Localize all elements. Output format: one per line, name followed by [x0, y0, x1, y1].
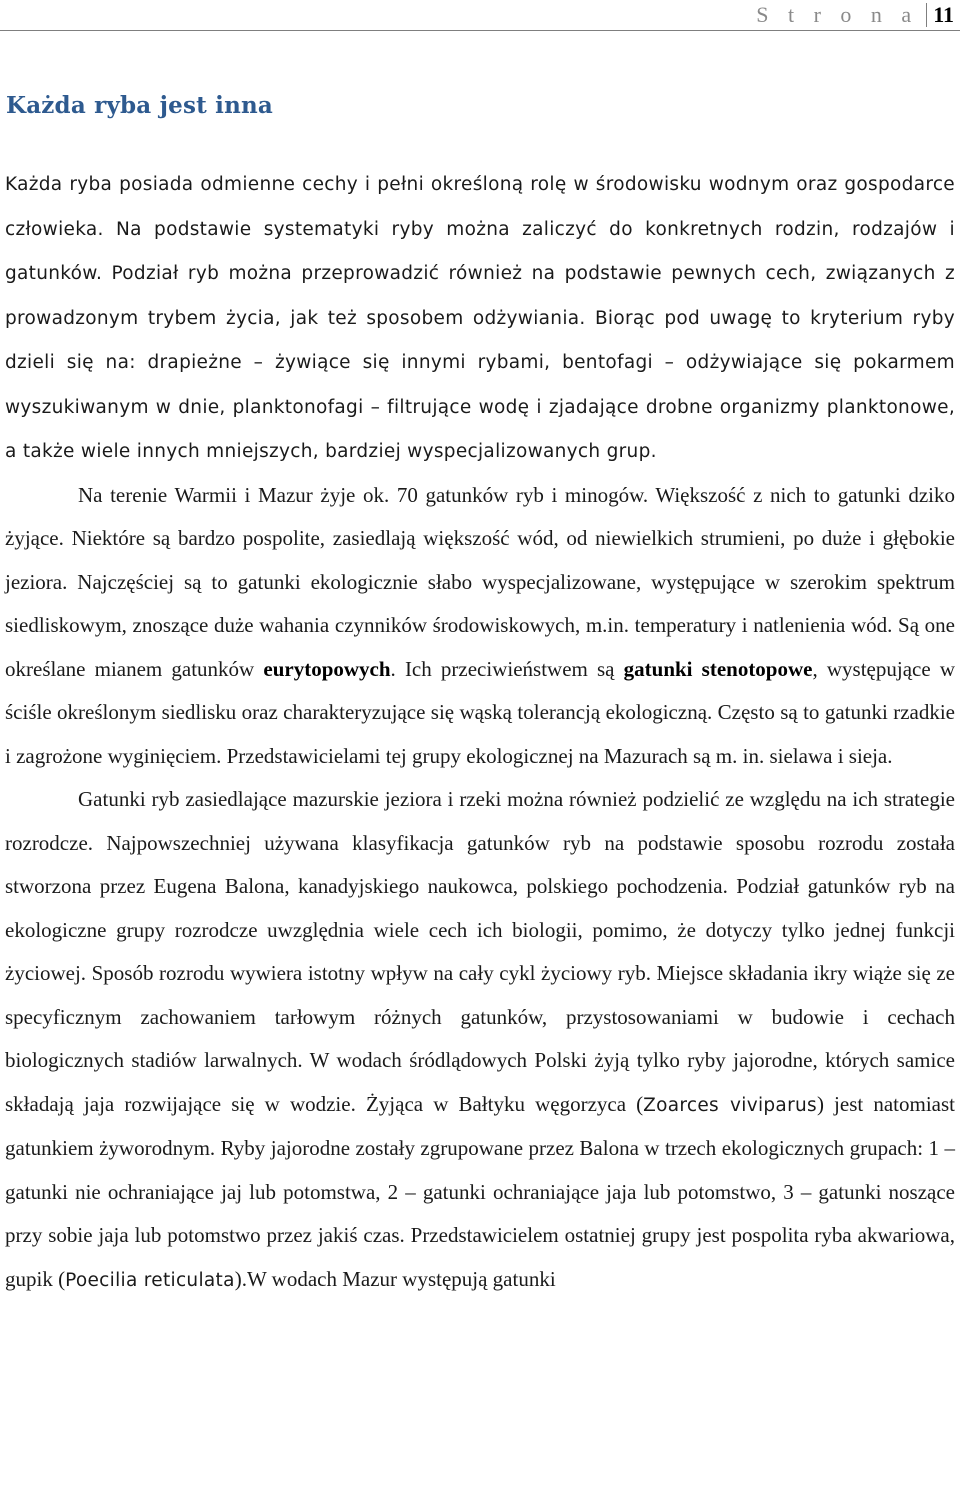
paragraph-3-part-b: ) jest natomiast gatunkiem żyworodnym. Ryby jajorodne zostały zgrupowane przez Balona w trzech ekologicznych grupach: 1 – gatunki nie ochraniające jaj lub potomstwa, 2 – gatunki ochraniające jaja lub potomstwo, 3 – gatunki noszące przy sobie jaja lub potomstwo przez jakiś czas. Przedstawicielem ostatniej grupy jest pospolita ryba akwariowa, gupik (: [5, 1091, 955, 1291]
species-zoarces: Zoarces viviparus: [643, 1094, 817, 1116]
page-header: [756, 0, 954, 30]
paragraph-3: [5, 778, 955, 1302]
paragraph-1-part-b: Podział ryb można przeprowadzić również na podstawie pewnych cech, związanych z prowadzonym trybem życia, jak też sposobem odżywiania.: [5, 263, 955, 329]
header-divider: [926, 3, 927, 27]
paragraph-2-part-b: . Ich przeciwieństwem są: [390, 656, 624, 681]
body-text: [5, 162, 955, 1302]
section-title: Każda ryba jest inna: [6, 92, 274, 119]
term-eurytopowych: eurytopowych: [263, 656, 391, 681]
paragraph-2: [5, 474, 955, 779]
paragraph-1-part-c: Biorąc pod uwagę to kryterium ryby dzieli się na: drapieżne – żywiące się innymi rybami, bentofagi – odżywiające się pokarmem wyszukiwanym w dnie, planktonofagi – filtrujące wodę i zjadające drobne organizmy planktonowe, a także wiele innych mniejszych, bardziej wyspecjalizowanych grup.: [5, 307, 955, 462]
term-stenotopowe: gatunki stenotopowe: [623, 656, 813, 681]
paragraph-1-part-a: Każda ryba posiada odmienne cechy i pełni określoną rolę w środowisku wodnym oraz gospodarce człowieka. Na podstawie systematyki ryby można zaliczyć do konkretnych rodzin, rodzajów i gatunków.: [5, 174, 955, 284]
species-poecilia: Poecilia reticulata: [65, 1269, 235, 1291]
paragraph-3-part-c: ).W wodach Mazur występują gatunki: [234, 1266, 556, 1291]
paragraph-1: [5, 162, 955, 474]
paragraph-2-part-c: , występujące w ściśle określonym siedlisku oraz charakteryzujące się wąską tolerancją ekologiczną. Często są to gatunki rzadkie i zagrożone wyginięciem. Przedstawicielami tej grupy ekologicznej na Mazurach są m. in. sielawa i sieja.: [5, 656, 955, 768]
header-rule: [0, 30, 960, 31]
page-number: 11: [933, 2, 954, 27]
paragraph-3-part-a: Gatunki ryb zasiedlające mazurskie jeziora i rzeki można również podzielić ze względu na ich strategie rozrodcze. Najpowszechniej używana klasyfikacja gatunków ryb na podstawie sposobu rozrodu została stworzona przez Eugena Balona, kanadyjskiego naukowca, polskiego pochodzenia. Podział gatunków ryb na ekologiczne grupy rozrodcze uwzględnia wiele cech ich biologii, pomimo, że dotyczy tylko jednej funkcji życiowej. Sposób rozrodu wywiera istotny wpływ na cały cykl życiowy ryb. Miejsce składania ikry wiąże się ze specyficznym zachowaniem tarłowym różnych gatunków, przystosowaniami w budowie i cechach biologicznych stadiów larwalnych. W wodach śródlądowych Polski żyją tylko ryby jajorodne, których samice składają jaja rozwijające się w wodzie. Żyjąca w Bałtyku węgorzyca (: [5, 787, 955, 1116]
paragraph-2-part-a: Na terenie Warmii i Mazur żyje ok. 70 gatunków ryb i minogów. Większość z nich to gatunki dziko żyjące. Niektóre są bardzo pospolite, zasiedlają większość wód, od niewielkich strumieni, po duże i głębokie jeziora. Najczęściej są to gatunki ekologicznie słabo wyspecjalizowane, występujące w szerokim spektrum siedliskowym, znoszące duże wahania czynników środowiskowych, m.in. temperatury i natlenienia wód. Są one określane mianem gatunków: [5, 482, 955, 681]
page-label: S t r o n a: [756, 2, 919, 27]
